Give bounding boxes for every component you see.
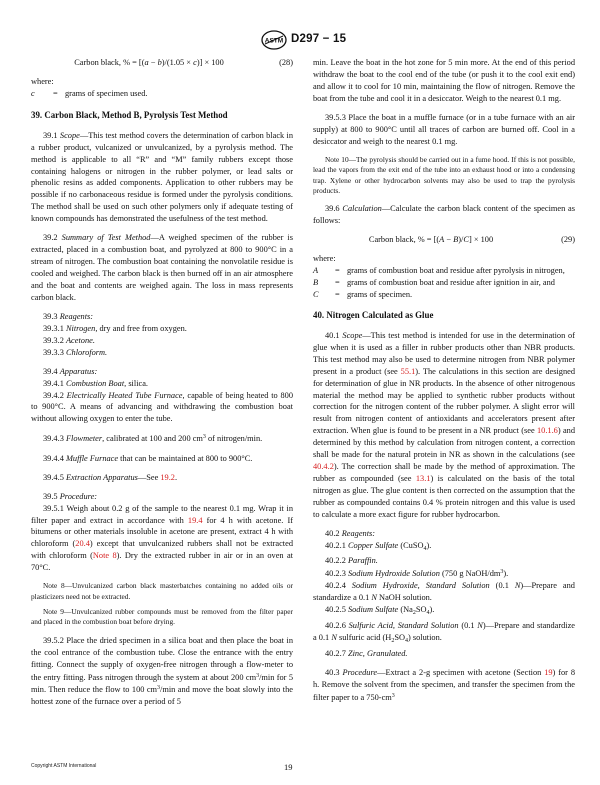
para-text: (Na	[398, 605, 413, 615]
note-8: Note 8—Unvulcanized carbon black masterbatches containing no added oils or plasticizers need not be extracted.	[31, 581, 293, 601]
section-reference-link[interactable]: 19.4	[187, 515, 203, 525]
where-equals: =	[335, 278, 340, 288]
para-text: ).	[429, 605, 435, 615]
para-title: Electrically Heated Tube Furnace	[66, 390, 183, 400]
para-number: 39.5.2	[43, 635, 67, 645]
equation-28	[31, 57, 293, 69]
para-text: Weigh about 0.2 g of the sample to the nearest 0.1 mg. Wrap it in filter paper and extract in accordance with	[31, 503, 293, 525]
paragraph-40-2-1	[313, 540, 575, 556]
paragraph-39-3-3	[31, 347, 293, 359]
paragraph-39-3-1	[31, 323, 293, 335]
section-reference-link[interactable]: 55.1	[400, 366, 416, 376]
equation-formula	[313, 234, 549, 246]
equation-number: (28)	[279, 58, 293, 67]
standard-designation: D297 − 15	[291, 33, 347, 45]
para-title: Flowmeter	[65, 434, 103, 444]
eq-var-C: C	[463, 235, 469, 245]
paragraph-40-2-3	[313, 567, 575, 580]
where-definition: grams of specimen.	[347, 290, 413, 300]
equation-formula	[31, 57, 267, 69]
copyright-notice: Copyright ASTM International	[31, 763, 97, 769]
para-number: 39.5	[43, 491, 60, 501]
paragraph-39-5-3	[313, 112, 575, 148]
section-reference-link[interactable]: 19.2	[160, 472, 175, 482]
para-text: of nitrogen/min.	[205, 434, 263, 444]
paragraph-39-5	[31, 491, 293, 503]
para-title: Paraffin.	[347, 556, 378, 566]
para-text: ).	[503, 569, 509, 579]
para-number: 40.2.1	[325, 540, 348, 550]
eq-part: Carbon black, % = [(	[368, 235, 440, 245]
para-text: —See	[137, 472, 161, 482]
para-text: , calibrated at 100 and 200 cm	[102, 434, 203, 444]
para-number: 39.4.1	[43, 378, 66, 388]
subscript: 4	[423, 545, 427, 552]
para-text: —Calculate the carbon black content of the specimen as follows:	[313, 204, 575, 226]
para-title: Procedure:	[59, 491, 98, 501]
paragraph-40-2-2	[313, 555, 575, 567]
para-number: 40.2.2	[325, 556, 348, 566]
note-reference-link[interactable]: Note 8	[92, 551, 117, 561]
paragraph-40-1	[313, 330, 575, 521]
para-text: —This test method covers the determination of carbon black in a rubber product, vulcanized or unvulcanized, by a pyrolysis method. The method is applicable to all “R” and “M” family rubbers except those containing halogens or nitrogen in the rubber polymer, or lead salts or phenolic resins as added components. Application to other rubbers may be possible if no carbonaceous residue is formed under the pyrolysis conditions. The method shall be used on such other polymers only if adequate testing of known compounds has demonstrated the usefulness of the test method.	[31, 130, 293, 224]
paragraph-39-3	[31, 311, 293, 323]
subscript: 4	[426, 610, 430, 617]
eq-part: Carbon black, % = [(	[74, 58, 145, 67]
para-text: for 4 h with acetone. If bitumens or other materials insoluble in acetone are present, extract 4 h with chloroform (	[31, 515, 293, 549]
paragraph-39-4-2	[31, 390, 293, 426]
para-text: (0.1	[458, 621, 478, 630]
para-text: —This test method is intended for use in the determination of glue when it is used as a filler in rubber products other than NBR products. This test method may also be used to determine nitrogen from NBR polymer present in a product (see	[313, 330, 576, 376]
para-number: 39.3.3	[43, 347, 66, 357]
left-column	[31, 57, 293, 715]
superscript: 3	[256, 672, 260, 679]
where-equals: =	[335, 290, 340, 300]
paragraph-40-2-4	[313, 580, 575, 604]
normality-symbol: N	[331, 632, 337, 642]
para-text: Place the boat in a muffle furnace (or in a tube furnace with an air supply) at 800 to 900°C until all traces of carbon are burned off. Cool in a desiccator and weigh to the nearest 0.1 mg.	[313, 112, 575, 146]
para-number: 39.6	[325, 204, 343, 214]
para-title: Combustion Boat	[65, 378, 125, 388]
subscript: 2	[391, 637, 395, 644]
section-reference-link[interactable]: 19	[544, 667, 553, 677]
para-title: Muffle Furnace	[65, 453, 119, 463]
paragraph-40-2	[313, 528, 575, 540]
eq-part: )/	[458, 235, 464, 245]
paragraph-39-4	[31, 366, 293, 378]
para-text: )—Prepare and standardize a 0.1	[313, 621, 575, 642]
svg-text:ASTM: ASTM	[264, 37, 284, 45]
para-text: Place the dried specimen in a silica boat and then place the boat in the cool entrance of the combustion tube. Close the entrance with the entry fitting. Connect the supply of oxygen-free nitrogen through a flow-meter to the entry fitting. Pass nitrogen through the system at about 200 cm	[31, 635, 293, 682]
right-column	[313, 57, 575, 711]
para-title: Calculation	[342, 204, 382, 214]
eq-part: −	[148, 58, 158, 67]
para-text: /min and move the boat slowly into the hottest zone of the furnace over a period of 5	[31, 685, 293, 707]
eq-part: ] × 100	[468, 235, 494, 245]
page-footer	[0, 762, 600, 776]
where-definition: grams of combustion boat and residue after pyrolysis in nitrogen,	[347, 266, 565, 276]
paragraph-39-5-1	[31, 503, 293, 574]
para-title: Reagents:	[341, 528, 376, 538]
where-definition: grams of combustion boat and residue after ignition in air, and	[347, 278, 555, 288]
section-reference-link[interactable]: 10.1.6	[536, 426, 558, 436]
para-title: Chloroform.	[65, 347, 108, 357]
paragraph-40-2-6	[313, 620, 575, 648]
astm-logo-icon	[261, 30, 287, 50]
para-number: 39.5.3	[325, 112, 349, 122]
note-10: Note 10—The pyrolysis should be carried out in a fume hood. If this is not possible, lead the vapors from the exit end of the tube into an exhaust hood or into a condensing trap. Xylene or other hydrocarbon solvents may also be used to trap the pyrolysis products.	[313, 154, 575, 195]
paragraph-39-5-2-continued: min. Leave the boat in the hot zone for 5 min more. At the end of this period withdraw the boat to the cool end of the tube (or push it to the cool exit end) and allow it to cool for 10 min, maintaining the flow of nitrogen. Remove the boat from the tube and cool it in a desiccator. Weigh to the nearest 0.1 mg.	[313, 58, 575, 103]
para-text: —Extract a 2-g specimen with acetone (Section	[377, 667, 545, 677]
para-title: Zinc, Granulated.	[347, 648, 408, 658]
para-text: ). The calculations in this section are designed for determination of glue in NR products. In the absence of other nitrogenous material the method may be applied to synthetic rubber products without correction for the nitrogen content of the rubber polymer. A slight error will result from nitrogen content of antioxidants and accelerators present after extraction. When glue is found to be present in a NR product (see	[313, 366, 575, 436]
where-item	[31, 88, 293, 100]
where-label: where:	[31, 77, 54, 87]
para-text: ) for 8 h. Remove the solvent from the specimen, and transfer the specimen from the filter paper to a 750-cm	[313, 667, 575, 702]
where-definition: grams of specimen used.	[65, 89, 148, 98]
superscript: 3	[202, 434, 206, 441]
subscript: 4	[405, 637, 409, 644]
para-number: 39.4	[43, 366, 60, 376]
subscript: 2	[412, 610, 416, 617]
eq-var-A: A	[439, 235, 445, 245]
para-number: 39.4.3	[43, 434, 66, 444]
paragraph-39-4-4	[31, 453, 293, 465]
para-number: 39.3	[43, 311, 60, 321]
eq-part: )] × 100	[196, 58, 224, 67]
where-label: where:	[313, 254, 336, 264]
paragraph-40-3	[313, 667, 575, 704]
para-title: Sodium Hydroxide Solution	[347, 569, 440, 579]
para-number: 39.3.2	[43, 335, 66, 345]
para-title: Acetone.	[65, 335, 95, 345]
note-9: Note 9—Unvulcanized rubber compounds must be removed from the filter paper and placed in the combustion boat before drying.	[31, 607, 293, 627]
where-equals: =	[53, 89, 58, 98]
eq-part: −	[444, 235, 454, 245]
normality-symbol: N	[371, 593, 377, 603]
para-text: ). Dry the extracted rubber in air or in an oven at 70°C.	[31, 551, 293, 573]
para-title: Scope	[342, 330, 363, 340]
superscript: 3	[157, 685, 161, 692]
paragraph-39-4-3	[31, 432, 293, 445]
paragraph-39-1	[31, 130, 293, 225]
para-title: Extraction Apparatus	[65, 472, 138, 482]
para-text: , silica.	[124, 378, 149, 388]
superscript: 3	[500, 569, 504, 576]
para-number: 40.2.4	[325, 581, 352, 591]
para-number: 39.1	[43, 130, 60, 140]
section-reference-link[interactable]: 40.4.2	[313, 461, 334, 471]
para-number: 39.5.1	[43, 503, 67, 513]
para-number: 40.3	[325, 667, 343, 677]
page-number: 19	[284, 762, 293, 772]
para-text: , dry and free from oxygen.	[95, 323, 187, 333]
para-number: 39.4.2	[43, 390, 67, 400]
para-number: 39.3.1	[43, 323, 66, 333]
para-text: (0.1	[489, 581, 515, 591]
para-text: NaOH solution.	[376, 593, 432, 603]
para-number: 40.1	[325, 330, 343, 340]
page-header	[0, 30, 600, 54]
paragraph-39-5-2	[31, 635, 293, 708]
para-text: ) is calculated on the basis of the total nitrogen as glue. The glue content is then corrected on the assumption that the rubber as compounded contains 0.4 % protein nitrogen and this value is used to calculate a more exact figure for rubber hydrocarbon.	[313, 473, 576, 519]
para-number: 40.2.7	[325, 648, 348, 658]
para-title: Sodium Sulfate	[347, 605, 399, 615]
where-item	[313, 289, 575, 301]
para-text: ) solution.	[408, 632, 442, 642]
where-symbol: c	[31, 89, 35, 98]
para-text: ) and determined by this method by calculation from nitrogen content, a correction shall be made for the natural protein in NR as shown in the calculations (see	[313, 426, 575, 460]
section-heading: 40. Nitrogen Calculated as Glue	[313, 310, 434, 321]
section-reference-link[interactable]: 13.1	[415, 473, 431, 483]
para-number: 39.4.5	[43, 472, 66, 482]
where-item	[313, 277, 575, 289]
para-title: Copper Sulfate	[347, 540, 399, 550]
para-title: Procedure	[342, 667, 378, 677]
para-text: that can be maintained at 800 to 900°C.	[118, 453, 253, 463]
where-symbol: A	[313, 266, 319, 276]
para-number: 40.2.3	[325, 569, 348, 579]
section-reference-link[interactable]: 20.4	[75, 539, 90, 549]
section-heading: 39. Carbon Black, Method B, Pyrolysis Test Method	[31, 109, 228, 120]
eq-part: )/(1.05 ×	[161, 58, 194, 67]
normality-symbol: N	[477, 621, 483, 630]
paragraph-40-2-7	[313, 648, 575, 660]
para-text: ). The correction shall be made by the method of approximation. The rubber as compounded (see	[313, 461, 575, 483]
para-text: , capable of being heated to 800 to 900°C. A means of advancing and withdrawing the combustion boat without allowing oxygen to enter the tube.	[31, 390, 294, 424]
paragraph-39-4-5	[31, 472, 293, 484]
para-title: Reagents:	[59, 311, 94, 321]
eq-var-c: c	[193, 58, 197, 67]
paragraph-40-2-5	[313, 604, 575, 620]
para-text: SO	[394, 632, 406, 642]
equation-29	[313, 234, 575, 246]
paragraph-39-6	[313, 203, 575, 227]
paragraph-39-2	[31, 232, 293, 303]
para-text: (CuSO	[398, 540, 424, 550]
para-title: Sulfuric Acid, Standard Solution	[348, 621, 459, 630]
para-number: 40.2	[325, 528, 342, 538]
equation-number: (29)	[561, 235, 575, 245]
para-title: Summary of Test Method	[61, 233, 151, 243]
para-title: Scope	[59, 130, 80, 140]
where-equals: =	[335, 266, 340, 276]
normality-symbol: N	[514, 581, 521, 591]
eq-var-B: B	[453, 235, 459, 245]
para-text: ) except that unvulcanized rubbers shall not be extracted with chloroform (	[31, 539, 293, 561]
eq-var-a: a	[144, 58, 149, 67]
paragraph-39-3-2	[31, 335, 293, 347]
para-text: /min for 5 min. Then reduce the flow to 100 cm	[31, 672, 293, 695]
para-number: 39.4.4	[43, 453, 66, 463]
para-text: ).	[426, 540, 432, 550]
para-number: 40.2.5	[325, 605, 348, 615]
para-text: .	[174, 472, 178, 482]
para-number: 40.2.6	[325, 621, 349, 630]
para-title: Nitrogen	[65, 323, 96, 333]
where-symbol: C	[313, 290, 319, 300]
para-text: (750 g NaOH/dm	[439, 569, 501, 579]
paragraph-39-4-1	[31, 378, 293, 390]
para-text: )—Prepare and standardize a 0.1	[313, 581, 575, 603]
where-item	[313, 265, 575, 277]
para-text: sulfuric acid (H	[336, 632, 392, 642]
superscript: 3	[391, 692, 395, 699]
para-text: SO	[415, 605, 427, 615]
para-number: 39.2	[43, 233, 62, 243]
para-title: Sodium Hydroxide, Standard Solution	[351, 581, 490, 591]
eq-var-b: b	[157, 58, 162, 67]
where-symbol: B	[313, 278, 319, 288]
para-text: —A weighed specimen of the rubber is extracted, placed in a combustion boat, and pyrolyzed at 800 to 900°C in a stream of nitrogen. The combustion boat containing the nonvolatile residue is cooled and weighed. The carbon black is then burned off in an air atmosphere and the boat and contents are weighed again. The loss in mass represents carbon black.	[31, 233, 294, 302]
para-title: Apparatus:	[59, 366, 98, 376]
